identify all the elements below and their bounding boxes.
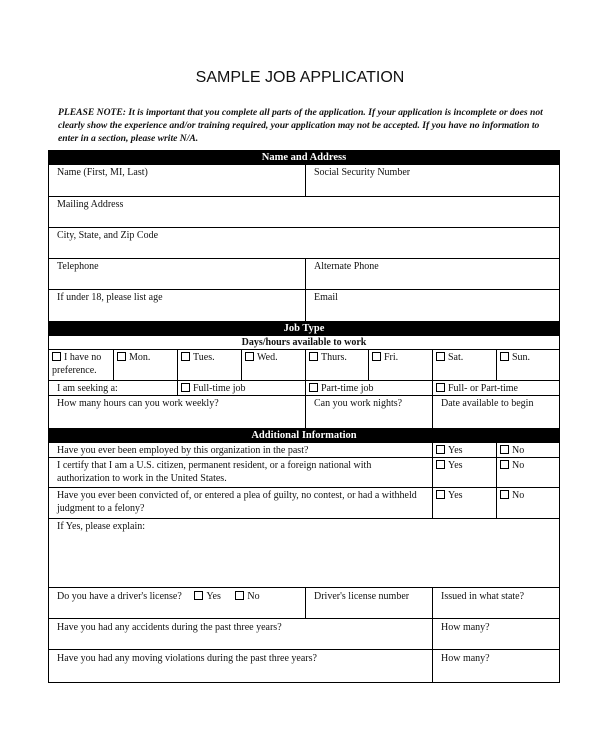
days-hours-header: Days/hours available to work <box>49 336 559 350</box>
checkbox-icon <box>500 352 509 361</box>
day-label: I have no preference. <box>52 352 102 376</box>
checkbox-icon <box>436 352 445 361</box>
day-label: Wed. <box>257 352 278 363</box>
section-header-job-type: Job Type <box>49 321 559 336</box>
license-number-field[interactable]: Driver's license number <box>306 588 433 618</box>
mailing-address-field[interactable]: Mailing Address <box>57 199 124 210</box>
yes-label: Yes <box>206 591 221 602</box>
checkbox-icon <box>436 490 445 499</box>
license-label: Do you have a driver's license? <box>57 591 182 602</box>
issued-state-field[interactable]: Issued in what state? <box>441 591 525 602</box>
felony-no[interactable] <box>497 488 559 518</box>
day-checkbox-mon[interactable] <box>114 350 178 380</box>
explain-field[interactable]: If Yes, please explain: <box>57 521 146 532</box>
yes-label: Yes <box>448 460 463 471</box>
day-label: Sat. <box>448 352 464 363</box>
page-title: SAMPLE JOB APPLICATION <box>195 69 405 86</box>
citizenship-yes[interactable] <box>433 458 497 487</box>
work-nights-field[interactable]: Can you work nights? <box>306 396 433 428</box>
checkbox-icon <box>235 591 244 600</box>
alternate-phone-field[interactable]: Alternate Phone <box>314 261 379 272</box>
violations-count-field[interactable]: How many? <box>441 653 490 664</box>
section-header-additional-info: Additional Information <box>49 428 559 443</box>
date-available-field[interactable]: Date available to begin <box>441 398 534 409</box>
citizenship-no[interactable] <box>497 458 559 487</box>
checkbox-icon <box>181 383 190 392</box>
full-time-checkbox[interactable] <box>178 381 306 395</box>
day-label: Sun. <box>512 352 531 363</box>
ssn-field[interactable]: Social Security Number <box>314 167 411 178</box>
yes-label: Yes <box>448 490 463 501</box>
checkbox-icon <box>372 352 381 361</box>
checkbox-icon <box>309 383 318 392</box>
citizenship-question: I certify that I am a U.S. citizen, permanent resident, or a foreign national with authorization to work in the United States. <box>49 458 433 487</box>
checkbox-icon <box>436 445 445 454</box>
checkbox-icon <box>436 460 445 469</box>
violations-question: Have you had any moving violations during the past three years? <box>49 650 433 682</box>
day-checkbox-thurs[interactable] <box>306 350 369 380</box>
accidents-question: Have you had any accidents during the past three years? <box>49 619 433 649</box>
no-label: No <box>512 445 525 456</box>
telephone-field[interactable]: Telephone <box>49 259 306 289</box>
prior-employment-yes[interactable] <box>433 443 497 457</box>
weekly-hours-field[interactable]: How many hours can you work weekly? <box>49 396 306 428</box>
day-label: Thurs. <box>321 352 347 363</box>
checkbox-icon <box>181 352 190 361</box>
seeking-label: I am seeking a: <box>49 381 178 395</box>
license-question <box>49 588 306 618</box>
no-label: No <box>512 460 525 471</box>
checkbox-icon <box>245 352 254 361</box>
checkbox-icon <box>436 383 445 392</box>
name-field[interactable]: Name (First, MI, Last) <box>49 165 306 196</box>
day-checkbox-sat[interactable] <box>433 350 497 380</box>
full-or-part-time-checkbox[interactable] <box>433 381 559 395</box>
city-state-zip-field[interactable]: City, State, and Zip Code <box>57 230 159 241</box>
day-checkbox-no-preference[interactable] <box>49 350 114 380</box>
prior-employment-no[interactable] <box>497 443 559 457</box>
accidents-count-field[interactable]: How many? <box>441 622 490 633</box>
checkbox-icon <box>117 352 126 361</box>
application-form <box>48 150 560 683</box>
prior-employment-question: Have you ever been employed by this organization in the past? <box>49 443 433 457</box>
yes-label: Yes <box>448 445 463 456</box>
day-label: Fri. <box>384 352 399 363</box>
license-yes[interactable] <box>194 591 221 602</box>
day-checkbox-sun[interactable] <box>497 350 559 380</box>
checkbox-icon <box>194 591 203 600</box>
license-no[interactable] <box>235 591 259 602</box>
checkbox-icon <box>500 460 509 469</box>
checkbox-icon <box>500 490 509 499</box>
part-time-label: Part-time job <box>321 383 374 394</box>
day-label: Tues. <box>193 352 215 363</box>
day-checkbox-tues[interactable] <box>178 350 242 380</box>
no-label: No <box>247 591 260 602</box>
day-checkbox-wed[interactable] <box>242 350 306 380</box>
section-header-name-address: Name and Address <box>49 150 559 165</box>
felony-question: Have you ever been convicted of, or entered a plea of guilty, no contest, or had a withheld judgment to a felony? <box>49 488 433 518</box>
please-note: PLEASE NOTE: It is important that you complete all parts of the application. If your application is incomplete or does not clearly show the experience and/or training required, your application may not be accepted. If you have no information to enter in a section, please write N/A. <box>58 107 543 144</box>
no-label: No <box>512 490 525 501</box>
day-label: Mon. <box>129 352 151 363</box>
checkbox-icon <box>309 352 318 361</box>
age-field[interactable]: If under 18, please list age <box>49 290 306 321</box>
full-or-part-time-label: Full- or Part-time <box>448 383 518 394</box>
full-time-label: Full-time job <box>193 383 246 394</box>
checkbox-icon <box>52 352 61 361</box>
email-field[interactable]: Email <box>314 292 338 303</box>
part-time-checkbox[interactable] <box>306 381 433 395</box>
day-checkbox-fri[interactable] <box>369 350 433 380</box>
felony-yes[interactable] <box>433 488 497 518</box>
checkbox-icon <box>500 445 509 454</box>
